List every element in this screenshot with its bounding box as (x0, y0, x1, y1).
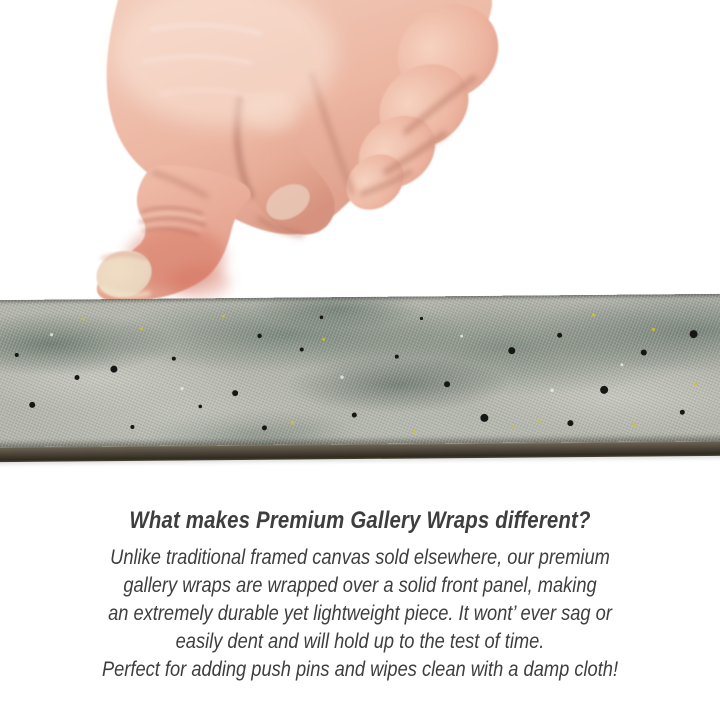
hand-pressing-canvas-illustration (0, 0, 720, 310)
canvas-face-texture (0, 294, 720, 447)
thumb (90, 165, 250, 304)
caption-line: Unlike traditional framed canvas sold elsewhere, our premium (110, 545, 610, 569)
caption-line: easily dent and will hold up to the test of time. (175, 629, 545, 653)
caption-line: Perfect for adding push pins and wipes clean with a damp cloth! (101, 657, 619, 681)
hand-photo (0, 0, 720, 310)
hand-group (90, 0, 516, 305)
caption-title: What makes Premium Gallery Wraps different? (129, 507, 591, 534)
caption-line: gallery wraps are wrapped over a solid front panel, making (123, 573, 597, 597)
canvas-speckles (0, 294, 720, 447)
canvas-strip (0, 294, 720, 461)
caption-line: an extremely durable yet lightweight piece. It wont’ ever sag or (108, 601, 612, 625)
caption (54, 505, 666, 683)
